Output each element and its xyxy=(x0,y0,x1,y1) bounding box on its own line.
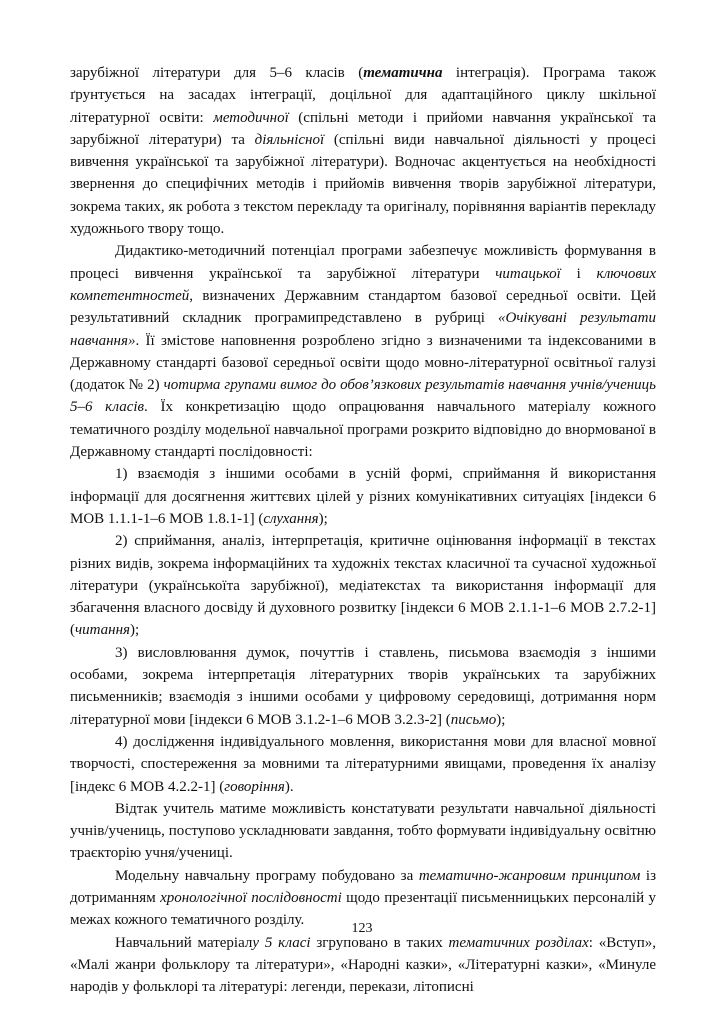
list-item-listening: 1) взаємодія з іншими особами в усній формі, сприймання й використання інформації для досягнення життєвих цілей у різних комунікативних ситуаціях [індекси 6 МОВ 1.1.1-1–6 МОВ 1.8.1-1] (слухання); xyxy=(70,466,656,527)
page-number: 123 xyxy=(351,921,373,936)
page-body xyxy=(70,62,656,998)
emphasized-text: хронологічної послідовності xyxy=(160,889,342,906)
list-item-speaking: 4) дослідження індивідуального мовлення, використання мови для власної мовної творчості, спостереження за мовними та літературними явищами, проведення їх аналізу [індекс 6 МОВ 4.2.2-1] (говоріння). xyxy=(70,733,656,795)
paragraph-integration: зарубіжної літератури для 5–6 класів (тематична інтеграція). Програма також ґрунтується на засадах інтеграції, доцільної для адаптаційного циклу шкільної літературної освіти: методичної (спільні методи і прийоми навчання української та зарубіжної літератури) та діяльнісної (спільні види навчальної діяльності у процесі вивчення української та зарубіжної літератури). Водночас акцентується на необхідності звернення до специфічних методів і прийомів вивчення творів зарубіжної літератури, зокрема таких, як робота з текстом перекладу та оригіналу, порівняння варіантів перекладу художнього твору тощо. xyxy=(70,65,657,238)
emphasized-text: читацької xyxy=(495,265,561,282)
emphasized-text: ключових компетентностей xyxy=(70,265,657,304)
emphasized-text: говоріння xyxy=(224,778,285,795)
emphasized-text: методичної xyxy=(213,109,289,126)
paragraph-grade5-sections: Навчальний матеріалу 5 класі згруповано в таких тематичних розділах: «Вступ», «Малі жанри фольклору та літератури», «Народні казки», «Літературні казки», «Минуле народів у фольклорі та літературі: легенди, перекази, літописні xyxy=(70,934,657,996)
emphasized-text: слухання xyxy=(263,510,319,527)
emphasized-text: читання xyxy=(75,622,131,639)
emphasized-text: тематична xyxy=(363,65,443,81)
emphasized-text: у 5 класі xyxy=(252,934,311,951)
paragraph-teacher-results: Відтак учитель матиме можливість констатувати результати навчальної діяльності учнів/учениць, поступово ускладнювати завдання, тобто формувати індивідуальну освітню траєкторію учня/учениці. xyxy=(70,800,656,862)
emphasized-text: чотирма групами вимог до обов’язкових результатів навчання учнів/учениць 5–6 класів xyxy=(70,377,656,416)
paragraph-didactic-potential: Дидактико-методичний потенціал програми забезпечує можливість формування в процесі вивчення української та зарубіжної літератури читацької і ключових компетентностей, визначених Державним стандартом базової середньої освіти. Цей результативний складник програмипредставлено в рубриці «Очікувані результати навчання». Її змістове наповнення розроблено згідно з визначеними та індексованими в Державному стандарті базової середньої освіти щодо мовно-літературної освітньої галузі (додаток № 2) чотирма групами вимог до обов’язкових результатів навчання учнів/учениць 5–6 класів. Їх конкретизацію щодо опрацювання навчального матеріалу кожного тематичного розділу модельної навчальної програми розкрито відповідно до внормованої в Державному стандарті послідовності: xyxy=(70,243,657,461)
emphasized-text: письмо xyxy=(450,711,497,728)
list-item-writing: 3) висловлювання думок, почуттів і ставлень, письмова взаємодія з іншими особами, зокрема інтерпретація літературних творів українських та зарубіжних письменників; взаємодія з іншими особами у цифровому середовищі, дотримання норм літературної мови [індекси 6 МОВ 3.1.2-1–6 МОВ 3.2.3-2] (письмо); xyxy=(70,644,656,728)
emphasized-text: тематичних розділах xyxy=(448,934,589,951)
list-item-reading: 2) сприймання, аналіз, інтерпретація, критичне оцінювання інформації в текстах різних видів, зокрема інформаційних та художніх текстах класичної та сучасної художньої літератури (українськоїта зарубіжної), медіатекстах та використання інформації для збагачення власного досвіду й духовного розвитку [індекси 6 МОВ 2.1.1-1–6 МОВ 2.7.2-1] (читання); xyxy=(70,533,656,639)
emphasized-text: діяльнісної xyxy=(254,131,325,148)
paragraph-program-principle: Модельну навчальну програму побудовано за тематично-жанровим принципом із дотриманням хронологічної послідовності щодо презентації письменницьких персоналій у межах кожного тематичного розділу. xyxy=(70,867,656,929)
emphasized-text: тематично-жанровим принципом xyxy=(418,867,641,884)
emphasized-text: «Очікувані результати навчання» xyxy=(70,310,656,349)
